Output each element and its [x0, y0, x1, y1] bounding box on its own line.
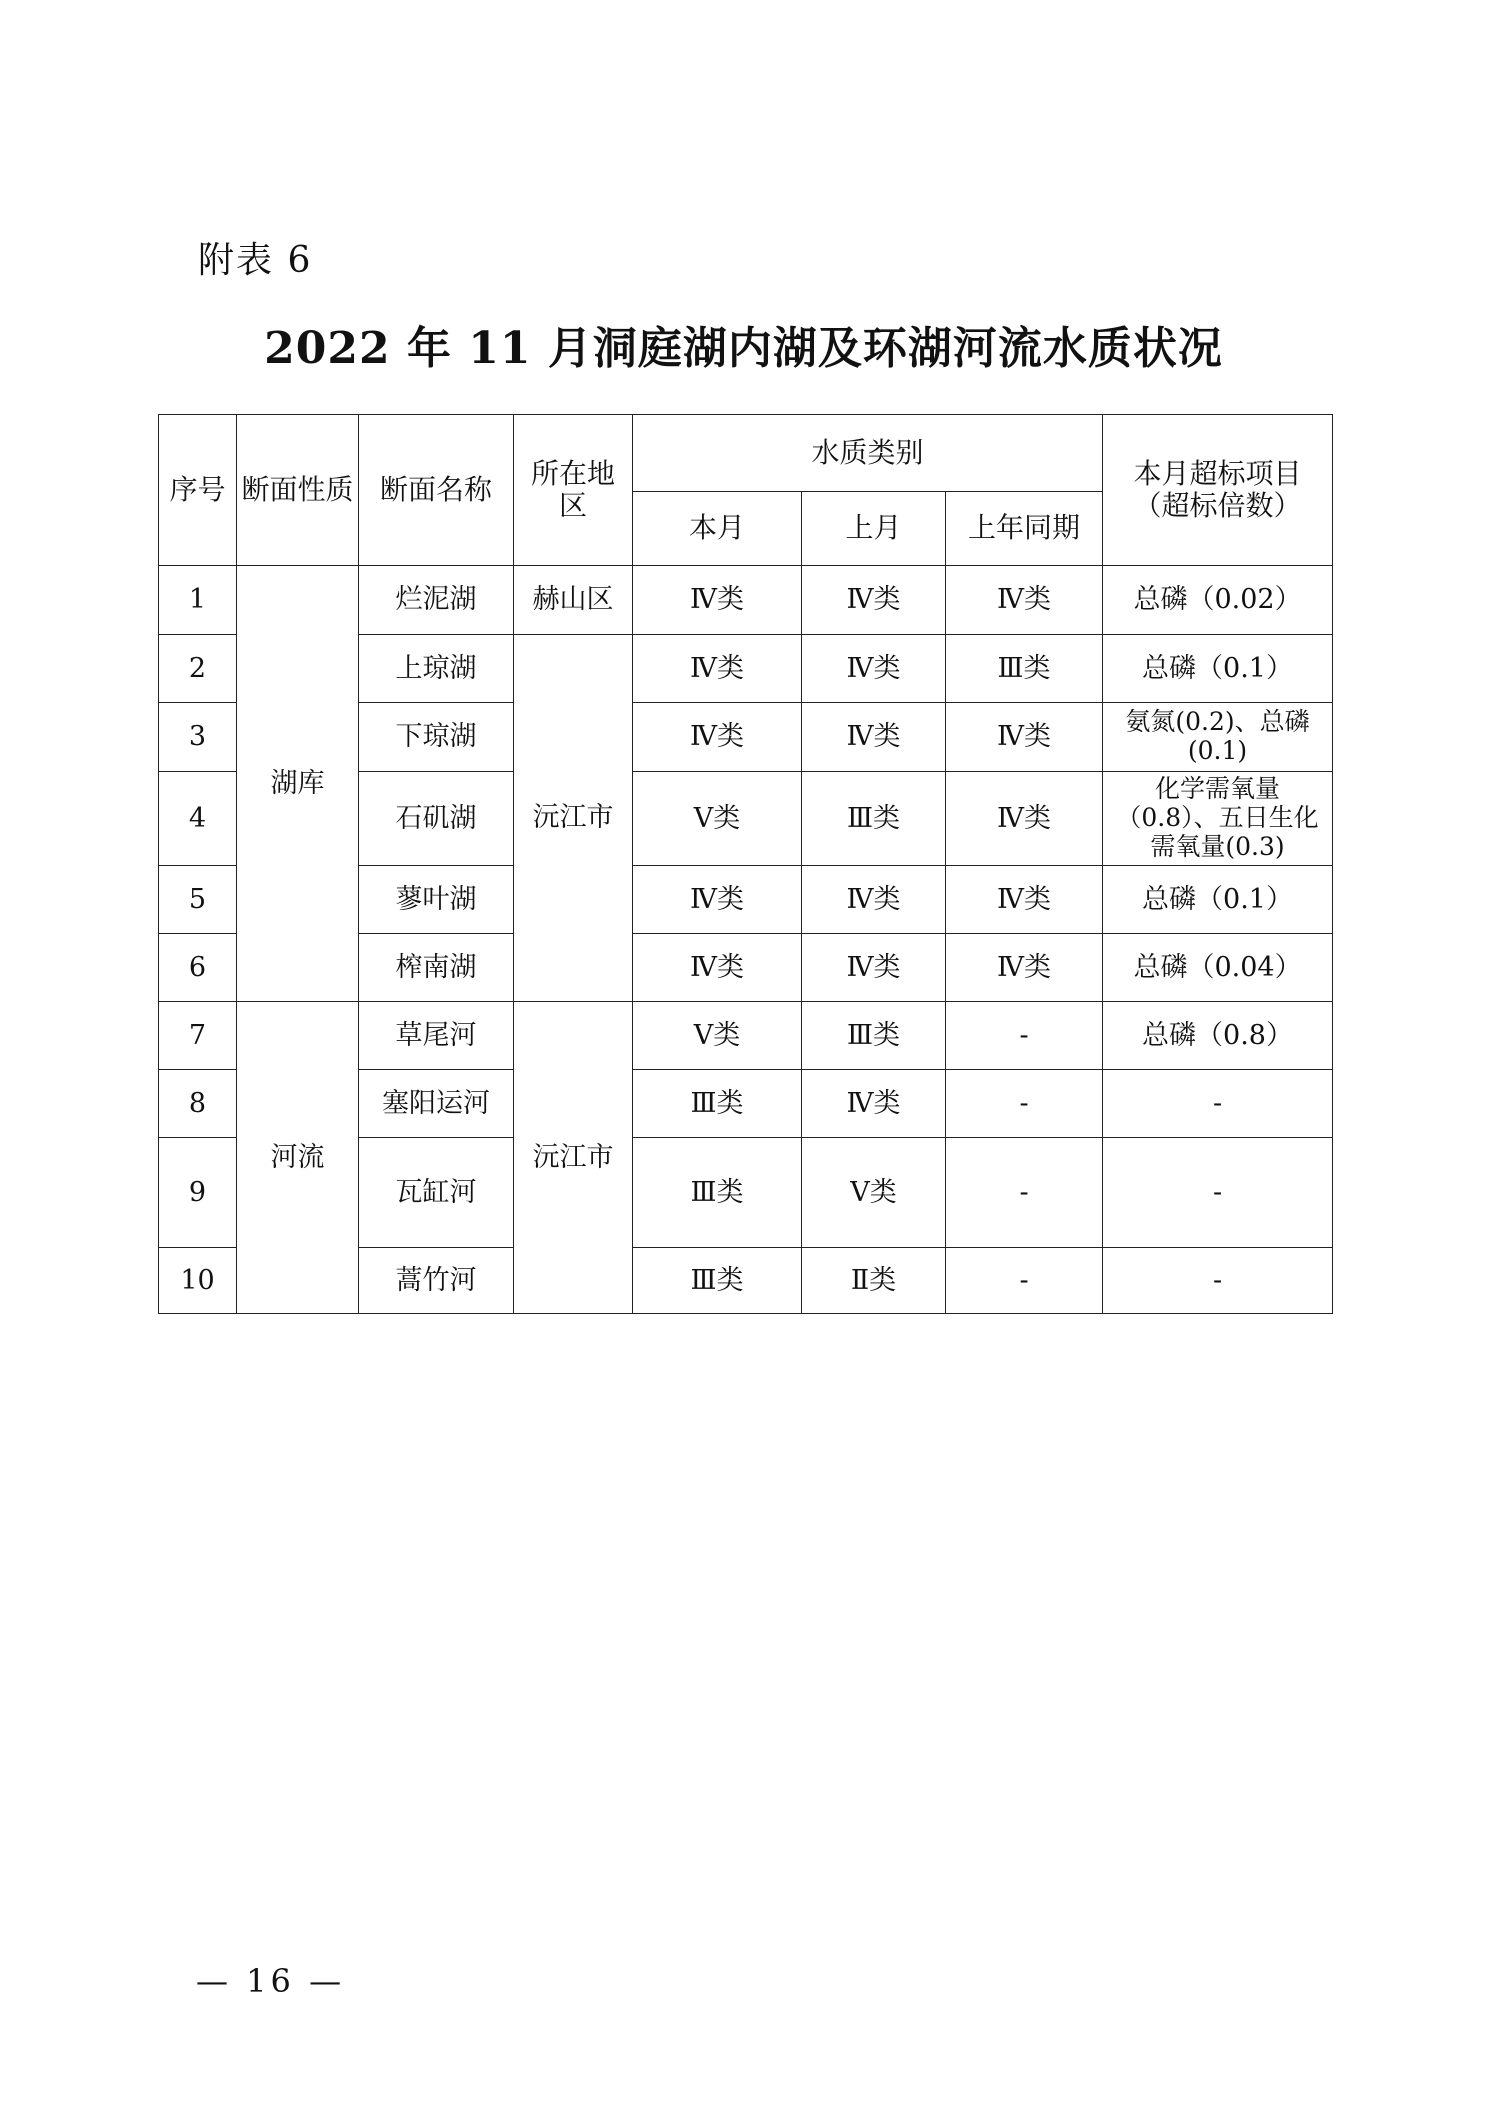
cell-exceed: 氨氮(0.2)、总磷(0.1) — [1103, 703, 1333, 772]
cell-seq: 8 — [159, 1070, 237, 1138]
cell-last-month: Ⅳ类 — [802, 866, 946, 934]
header-exceeding-items: 本月超标项目（超标倍数） — [1103, 415, 1333, 566]
cell-last-year: - — [946, 1138, 1103, 1248]
cell-last-month: Ⅲ类 — [802, 1002, 946, 1070]
appendix-label: 附表 6 — [198, 240, 313, 281]
cell-name: 草尾河 — [359, 1002, 514, 1070]
cell-name: 蒿竹河 — [359, 1248, 514, 1314]
cell-last-year: Ⅳ类 — [946, 772, 1103, 866]
cell-seq: 5 — [159, 866, 237, 934]
cell-region: 沅江市 — [514, 1002, 633, 1314]
cell-last-year: Ⅲ类 — [946, 635, 1103, 703]
header-last-year-same-period: 上年同期 — [946, 492, 1103, 566]
table-row — [159, 1002, 1333, 1070]
cell-seq: 7 — [159, 1002, 237, 1070]
cell-exceed: 总磷（0.1） — [1103, 866, 1333, 934]
cell-name: 上琼湖 — [359, 635, 514, 703]
cell-seq: 1 — [159, 566, 237, 635]
cell-name: 榨南湖 — [359, 934, 514, 1002]
cell-last-year: Ⅳ类 — [946, 934, 1103, 1002]
cell-exceed: 总磷（0.1） — [1103, 635, 1333, 703]
cell-name: 烂泥湖 — [359, 566, 514, 635]
cell-exceed: 总磷（0.04） — [1103, 934, 1333, 1002]
cell-last-year: - — [946, 1248, 1103, 1314]
water-quality-table — [158, 414, 1333, 1314]
cell-name: 下琼湖 — [359, 703, 514, 772]
table-row — [159, 566, 1333, 635]
header-region: 所在地区 — [514, 415, 633, 566]
cell-nature-river: 河流 — [237, 1002, 359, 1314]
cell-last-year: - — [946, 1002, 1103, 1070]
cell-this-month: Ⅲ类 — [633, 1070, 802, 1138]
cell-this-month: Ⅲ类 — [633, 1138, 802, 1248]
cell-seq: 3 — [159, 703, 237, 772]
cell-last-year: - — [946, 1070, 1103, 1138]
cell-last-year: Ⅳ类 — [946, 866, 1103, 934]
cell-region: 沅江市 — [514, 635, 633, 1002]
cell-name: 蓼叶湖 — [359, 866, 514, 934]
header-seq: 序号 — [159, 415, 237, 566]
cell-nature-lake: 湖库 — [237, 566, 359, 1002]
header-water-quality-class: 水质类别 — [633, 415, 1103, 492]
cell-exceed: 总磷（0.8） — [1103, 1002, 1333, 1070]
page-number: — 16 — — [196, 1962, 346, 2000]
cell-exceed: 化学需氧量（0.8）、五日生化需氧量(0.3) — [1103, 772, 1333, 866]
header-last-month: 上月 — [802, 492, 946, 566]
cell-seq: 6 — [159, 934, 237, 1002]
cell-last-month: Ⅳ类 — [802, 635, 946, 703]
cell-this-month: Ⅳ类 — [633, 566, 802, 635]
cell-this-month: Ⅳ类 — [633, 866, 802, 934]
cell-seq: 10 — [159, 1248, 237, 1314]
document-title: 2022 年 11 月洞庭湖内湖及环湖河流水质状况 — [264, 323, 1223, 374]
cell-last-month: Ⅳ类 — [802, 1070, 946, 1138]
header-section-name: 断面名称 — [359, 415, 514, 566]
table-header-row — [159, 415, 1333, 492]
cell-last-month: Ⅳ类 — [802, 934, 946, 1002]
cell-last-month: Ⅱ类 — [802, 1248, 946, 1314]
cell-name: 瓦缸河 — [359, 1138, 514, 1248]
cell-last-month: Ⅳ类 — [802, 566, 946, 635]
cell-this-month: Ⅳ类 — [633, 934, 802, 1002]
cell-region: 赫山区 — [514, 566, 633, 635]
cell-seq: 4 — [159, 772, 237, 866]
cell-exceed: 总磷（0.02） — [1103, 566, 1333, 635]
cell-last-month: Ⅳ类 — [802, 703, 946, 772]
cell-this-month: Ⅳ类 — [633, 635, 802, 703]
water-quality-table-container — [158, 414, 1332, 1314]
cell-seq: 2 — [159, 635, 237, 703]
header-this-month: 本月 — [633, 492, 802, 566]
cell-name: 石矶湖 — [359, 772, 514, 866]
cell-last-year: Ⅳ类 — [946, 566, 1103, 635]
cell-exceed: - — [1103, 1138, 1333, 1248]
cell-last-month: Ⅲ类 — [802, 772, 946, 866]
cell-exceed: - — [1103, 1070, 1333, 1138]
cell-this-month: Ⅳ类 — [633, 703, 802, 772]
cell-last-month: Ⅴ类 — [802, 1138, 946, 1248]
cell-last-year: Ⅳ类 — [946, 703, 1103, 772]
cell-this-month: Ⅴ类 — [633, 772, 802, 866]
cell-this-month: Ⅲ类 — [633, 1248, 802, 1314]
cell-exceed: - — [1103, 1248, 1333, 1314]
cell-seq: 9 — [159, 1138, 237, 1248]
cell-name: 塞阳运河 — [359, 1070, 514, 1138]
header-section-nature: 断面性质 — [237, 415, 359, 566]
cell-this-month: Ⅴ类 — [633, 1002, 802, 1070]
